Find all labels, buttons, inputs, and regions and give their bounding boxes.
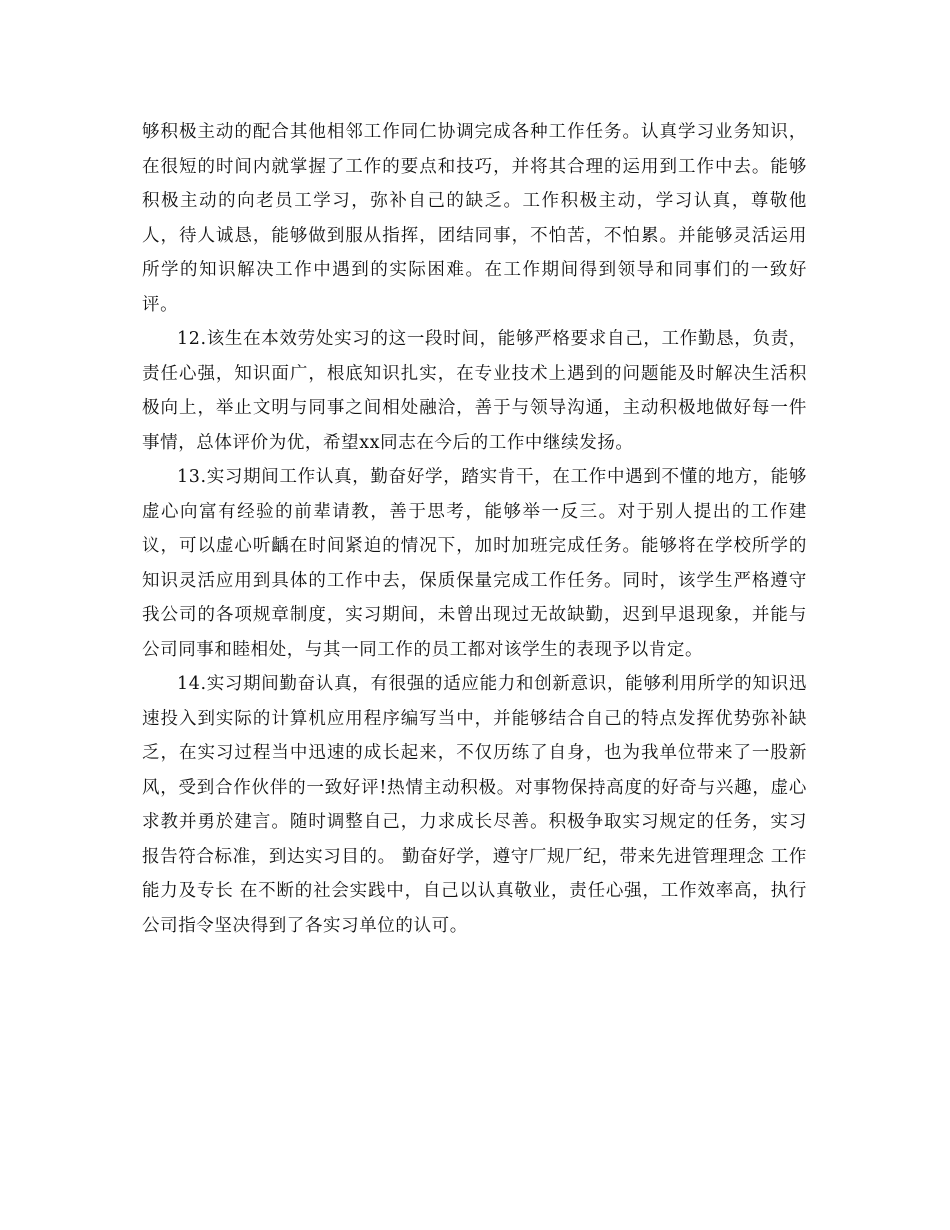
document-body <box>142 115 807 943</box>
paragraph-item-12: 12.该生在本效劳处实习的这一段时间，能够严格要求自己，工作勤恳，负责，责任心强，知识面广，根底知识扎实，在专业技术上遇到的问题能及时解决生活积极向上，举止文明与同事之间相处融洽，善于与领导沟通，主动积极地做好每一件事情，总体评价为优，希望xx同志在今后的工作中继续发扬。 <box>142 329 807 453</box>
paragraph-continuation: 够积极主动的配合其他相邻工作同仁协调完成各种工作任务。认真学习业务知识，在很短的时间内就掌握了工作的要点和技巧，并将其合理的运用到工作中去。能够积极主动的向老员工学习，弥补自己的缺乏。工作积极主动，学习认真，尊敬他人，待人诚恳，能够做到服从指挥，团结同事，不怕苦，不怕累。并能够灵活运用所学的知识解决工作中遇到的实际困难。在工作期间得到领导和同事们的一致好评。 <box>142 122 807 315</box>
paragraph-item-13: 13.实习期间工作认真，勤奋好学，踏实肯干，在工作中遇到不懂的地方，能够虚心向富有经验的前辈请教，善于思考，能够举一反三。对于别人提出的工作建议，可以虚心听齲在时间紧迫的情况下，加时加班完成任务。能够将在学校所学的知识灵活应用到具体的工作中去，保质保量完成工作任务。同时，该学生严格遵守我公司的各项规章制度，实习期间，未曾出现过无故缺勤，迟到早退现象，并能与公司同事和睦相处，与其一同工作的员工都对该学生的表现予以肯定。 <box>142 467 807 660</box>
paragraph-item-14: 14.实习期间勤奋认真，有很强的适应能力和创新意识，能够利用所学的知识迅速投入到实际的计算机应用程序编写当中，并能够结合自己的特点发挥优势弥补缺乏，在实习过程当中迅速的成长起来，不仅历练了自身，也为我单位带来了一股新风，受到合作伙伴的一致好评!热情主动积极。对事物保持高度的好奇与兴趣，虚心求教并勇於建言。随时调整自己，力求成长尽善。积极争取实习规定的任务，实习报告符合标准，到达实习目的。 勤奋好学，遵守厂规厂纪，带来先进管理理念 工作能力及专长 在不断的社会实践中，自己以认真敬业，责任心强，工作效率高，执行公司指令坚决得到了各实习单位的认可。 <box>142 674 807 936</box>
